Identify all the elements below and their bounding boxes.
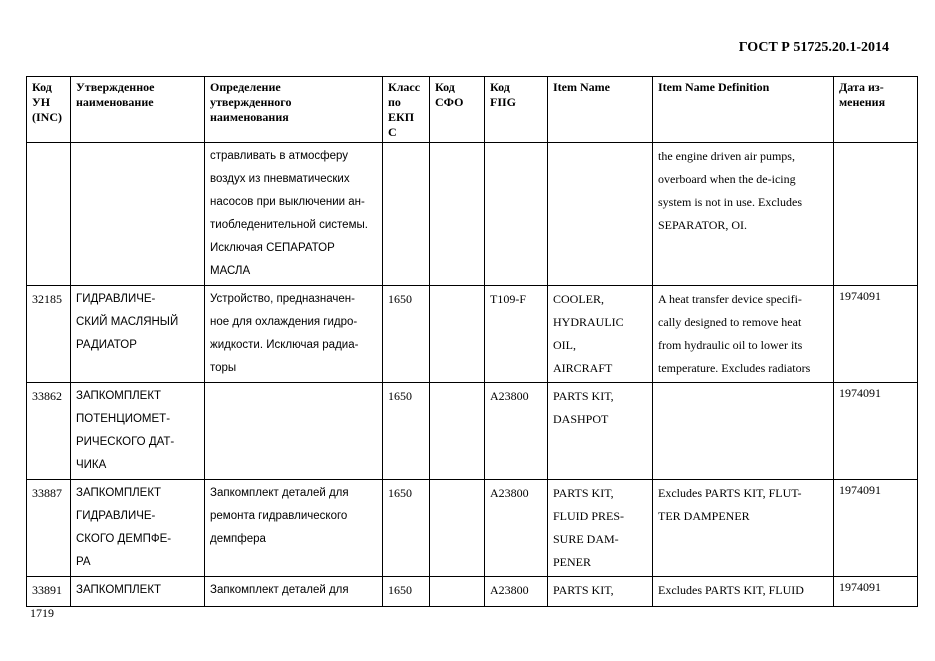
cell-text-line: PARTS KIT, bbox=[553, 583, 614, 597]
header-text-line: С bbox=[388, 125, 397, 139]
header-text-line: Код bbox=[435, 80, 455, 94]
catalog-table bbox=[26, 76, 918, 607]
cell-text-line: Запкомплект деталей для bbox=[210, 584, 349, 596]
cell-item-definition bbox=[653, 480, 834, 577]
col-fiig-header bbox=[485, 77, 548, 143]
cell-text-line: жидкости. Исключая радиа- bbox=[210, 339, 359, 351]
cell-text-line: the engine driven air pumps, bbox=[658, 149, 795, 163]
col-item-definition-header bbox=[653, 77, 834, 143]
cell-definition bbox=[205, 286, 383, 383]
cell-item-definition bbox=[653, 286, 834, 383]
cell-text-line: HYDRAULIC bbox=[553, 315, 624, 329]
cell-text-line: ЗАПКОМПЛЕКТ bbox=[76, 584, 162, 596]
header-text-line: Item Name Definition bbox=[658, 80, 770, 94]
cell-class bbox=[383, 143, 430, 286]
col-definition-header bbox=[205, 77, 383, 143]
col-approved-name-header bbox=[71, 77, 205, 143]
cell-text-line: МАСЛА bbox=[210, 265, 251, 277]
cell-text-line: ГИДРАВЛИЧЕ- bbox=[76, 510, 156, 522]
cell-class: 1650 bbox=[383, 286, 430, 383]
cell-item-definition bbox=[653, 577, 834, 607]
cell-text-line: TER DAMPENER bbox=[658, 509, 750, 523]
col-class-header bbox=[383, 77, 430, 143]
cell-inc bbox=[27, 143, 71, 286]
header-text-line: менения bbox=[839, 95, 886, 109]
cell-text-line: PARTS KIT, bbox=[553, 389, 614, 403]
cell-fiig bbox=[485, 143, 548, 286]
cell-text-line: SURE DAM- bbox=[553, 532, 619, 546]
cell-text-line: воздух из пневматических bbox=[210, 173, 350, 185]
cell-text-line: стравливать в атмосферу bbox=[210, 150, 349, 162]
cell-inc: 32185 bbox=[27, 286, 71, 383]
cell-sfo bbox=[430, 480, 485, 577]
header-text-line: Дата из- bbox=[839, 80, 884, 94]
cell-inc: 33887 bbox=[27, 480, 71, 577]
cell-text-line: торы bbox=[210, 362, 237, 374]
cell-text-line: ное для охлаждения гидро- bbox=[210, 316, 358, 328]
cell-text-line: from hydraulic oil to lower its bbox=[658, 338, 803, 352]
cell-text-line: overboard when the de-icing bbox=[658, 172, 796, 186]
cell-text-line: OIL, bbox=[553, 338, 576, 352]
cell-definition bbox=[205, 480, 383, 577]
cell-approved-name bbox=[71, 383, 205, 480]
cell-text-line: Исключая СЕПАРАТОР bbox=[210, 242, 335, 254]
table-row bbox=[27, 383, 918, 480]
table-row bbox=[27, 143, 918, 286]
cell-text-line: тиобледенительной системы. bbox=[210, 219, 368, 231]
cell-text-line: РИЧЕСКОГО ДАТ- bbox=[76, 436, 175, 448]
cell-text-line: COOLER, bbox=[553, 292, 604, 306]
cell-text-line: PENER bbox=[553, 555, 592, 569]
table-header-row bbox=[27, 77, 918, 143]
cell-approved-name bbox=[71, 577, 205, 607]
header-text-line: Класс bbox=[388, 80, 421, 94]
cell-fiig: T109-F bbox=[485, 286, 548, 383]
header-text-line: по bbox=[388, 95, 401, 109]
cell-item-definition bbox=[653, 143, 834, 286]
cell-class: 1650 bbox=[383, 577, 430, 607]
header-text-line: Код bbox=[32, 80, 52, 94]
header-text-line: утвержденного bbox=[210, 95, 292, 109]
cell-fiig: A23800 bbox=[485, 480, 548, 577]
header-text-line: (INC) bbox=[32, 110, 62, 124]
page-number: 1719 bbox=[30, 606, 54, 620]
cell-text-line: ЗАПКОМПЛЕКТ bbox=[76, 487, 162, 499]
cell-text-line: PARTS KIT, bbox=[553, 486, 614, 500]
header-text-line: УН bbox=[32, 95, 51, 109]
header-text-line: наименования bbox=[210, 110, 289, 124]
cell-fiig: A23800 bbox=[485, 383, 548, 480]
cell-text-line: демпфера bbox=[210, 533, 266, 545]
cell-approved-name bbox=[71, 286, 205, 383]
cell-change-date: 1974091 bbox=[834, 286, 918, 383]
cell-fiig: A23800 bbox=[485, 577, 548, 607]
cell-text-line: cally designed to remove heat bbox=[658, 315, 802, 329]
cell-item-name bbox=[548, 577, 653, 607]
cell-text-line: A heat transfer device specifi- bbox=[658, 292, 802, 306]
header-text-line: FIIG bbox=[490, 95, 517, 109]
header-text-line: СФО bbox=[435, 95, 464, 109]
cell-definition bbox=[205, 577, 383, 607]
header-text-line: наименование bbox=[76, 95, 154, 109]
header-text-line: Код bbox=[490, 80, 510, 94]
cell-text-line: Устройство, предназначен- bbox=[210, 293, 355, 305]
cell-sfo bbox=[430, 286, 485, 383]
cell-item-name bbox=[548, 480, 653, 577]
col-inc-header bbox=[27, 77, 71, 143]
cell-text-line: temperature. Excludes radiators bbox=[658, 361, 811, 375]
cell-class: 1650 bbox=[383, 383, 430, 480]
cell-class: 1650 bbox=[383, 480, 430, 577]
cell-inc: 33862 bbox=[27, 383, 71, 480]
cell-text-line: РАДИАТОР bbox=[76, 339, 137, 351]
cell-text-line: РА bbox=[76, 556, 91, 568]
cell-inc: 33891 bbox=[27, 577, 71, 607]
cell-item-name bbox=[548, 383, 653, 480]
cell-approved-name bbox=[71, 143, 205, 286]
cell-text-line: system is not in use. Excludes bbox=[658, 195, 802, 209]
col-change-date-header bbox=[834, 77, 918, 143]
cell-sfo bbox=[430, 577, 485, 607]
table-row bbox=[27, 286, 918, 383]
cell-text-line: ЗАПКОМПЛЕКТ bbox=[76, 390, 162, 402]
document-code: ГОСТ Р 51725.20.1-2014 bbox=[738, 40, 889, 55]
cell-text-line: FLUID PRES- bbox=[553, 509, 625, 523]
cell-approved-name bbox=[71, 480, 205, 577]
table-row bbox=[27, 577, 918, 607]
header-text-line: Утвержденное bbox=[76, 80, 155, 94]
header-text-line: ЕКП bbox=[388, 110, 415, 124]
table-row bbox=[27, 480, 918, 577]
cell-text-line: Excludes PARTS KIT, FLUT- bbox=[658, 486, 802, 500]
cell-item-name bbox=[548, 143, 653, 286]
cell-text-line: ЧИКА bbox=[76, 459, 107, 471]
cell-text-line: SEPARATOR, OI. bbox=[658, 218, 748, 232]
cell-text-line: Запкомплект деталей для bbox=[210, 487, 349, 499]
col-sfo-header bbox=[430, 77, 485, 143]
cell-change-date bbox=[834, 143, 918, 286]
cell-change-date: 1974091 bbox=[834, 383, 918, 480]
cell-text-line: AIRCRAFT bbox=[553, 361, 613, 375]
cell-text-line: ПОТЕНЦИОМЕТ- bbox=[76, 413, 171, 425]
cell-text-line: насосов при выключении ан- bbox=[210, 196, 365, 208]
col-item-name-header bbox=[548, 77, 653, 143]
cell-change-date: 1974091 bbox=[834, 480, 918, 577]
cell-text-line: СКИЙ МАСЛЯНЫЙ bbox=[76, 316, 179, 328]
cell-definition bbox=[205, 383, 383, 480]
cell-item-definition bbox=[653, 383, 834, 480]
header-text-line: Item Name bbox=[553, 80, 610, 94]
cell-change-date: 1974091 bbox=[834, 577, 918, 607]
cell-text-line: ГИДРАВЛИЧЕ- bbox=[76, 293, 156, 305]
cell-sfo bbox=[430, 143, 485, 286]
header-text-line: Определение bbox=[210, 80, 281, 94]
cell-text-line: DASHPOT bbox=[553, 412, 609, 426]
cell-item-name bbox=[548, 286, 653, 383]
cell-text-line: Excludes PARTS KIT, FLUID bbox=[658, 583, 804, 597]
cell-text-line: ремонта гидравлического bbox=[210, 510, 348, 522]
cell-text-line: СКОГО ДЕМПФЕ- bbox=[76, 533, 172, 545]
cell-sfo bbox=[430, 383, 485, 480]
cell-definition bbox=[205, 143, 383, 286]
